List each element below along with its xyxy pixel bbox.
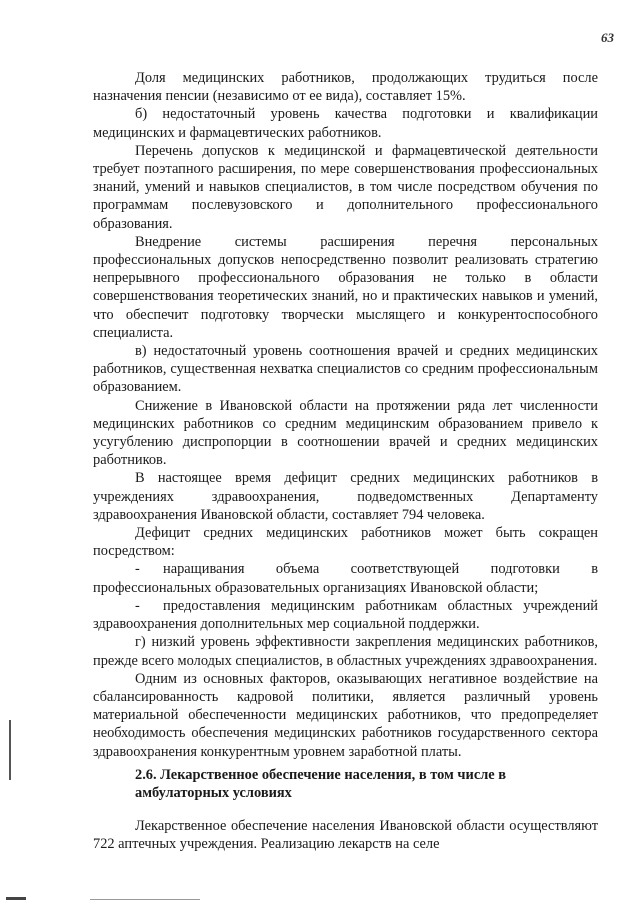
paragraph: Перечень допусков к медицинской и фармацевтической деятельности требует поэтапного расширения, по мере совершенствования профессиональных знаний, умений и навыков специалистов, в том числе посредством обучения по программам послевузовского и дополнительного профессионального образования. [93,142,598,232]
list-dash: - [135,561,140,578]
paragraph: б) недостаточный уровень качества подготовки и квалификации медицинских и фармацевтических работников. [93,106,598,141]
paragraph: в) недостаточный уровень соотношения врачей и средних медицинских работников, существенная нехватка специалистов со средним профессиональным образованием. [93,343,598,396]
scan-artifact-line [90,899,200,900]
list-item-text: предоставления медицинским работникам областных учреждений здравоохранения дополнительных мер социальной поддержки. [93,597,598,633]
list-item [93,560,598,596]
body-text [93,69,598,761]
list-item-text: наращивания объема соответствующей подготовки в профессиональных образовательных организациях Ивановской области; [93,561,598,596]
paragraph: Внедрение системы расширения перечня персональных профессиональных допусков непосредственно позволит реализовать стратегию непрерывного профессионального образования не только в области совершенствования теоретических знаний, но и практических навыков и умений, что обеспечит подготовку творчески мыслящего и конкурентоспособного специалиста. [93,233,598,341]
scan-margin-mark [9,720,11,780]
final-text [93,817,598,853]
paragraph: Лекарственное обеспечение населения Ивановской области осуществляют 722 аптечных учреждения. Реализацию лекарств на селе [93,818,598,853]
section-heading: 2.6. Лекарственное обеспечение населения, в том числе в амбулаторных условиях [135,767,507,802]
paragraph: Одним из основных факторов, оказывающих негативное воздействие на сбалансированность кадровой политики, является различный уровень материальной обеспеченности медицинских работников, что предопределяет необходимость обеспечения медицинских работников государственного сектора здравоохранения конкурентным уровнем заработной платы. [93,670,598,760]
paragraph: Снижение в Ивановской области на протяжении ряда лет численности медицинских работников со средним медицинским образованием привело к усугублению диспропорции в соотношении врачей и средних медицинских работников. [93,397,598,469]
list-item [93,597,598,633]
scan-artifact [6,897,26,900]
paragraph: г) низкий уровень эффективности закрепления медицинских работников, прежде всего молодых специалистов, в областных учреждениях здравоохранения. [93,634,598,669]
paragraph: В настоящее время дефицит средних медицинских работников в учреждениях здравоохранения, подведомственных Департаменту здравоохранения Ивановской области, составляет 794 человека. [93,470,598,523]
paragraph: Доля медицинских работников, продолжающих трудиться после назначения пенсии (независимо от ее вида), составляет 15%. [93,70,598,105]
list-dash: - [135,597,140,614]
page-number: 63 [601,30,614,45]
paragraph: Дефицит средних медицинских работников может быть сокращен посредством: [93,525,598,560]
